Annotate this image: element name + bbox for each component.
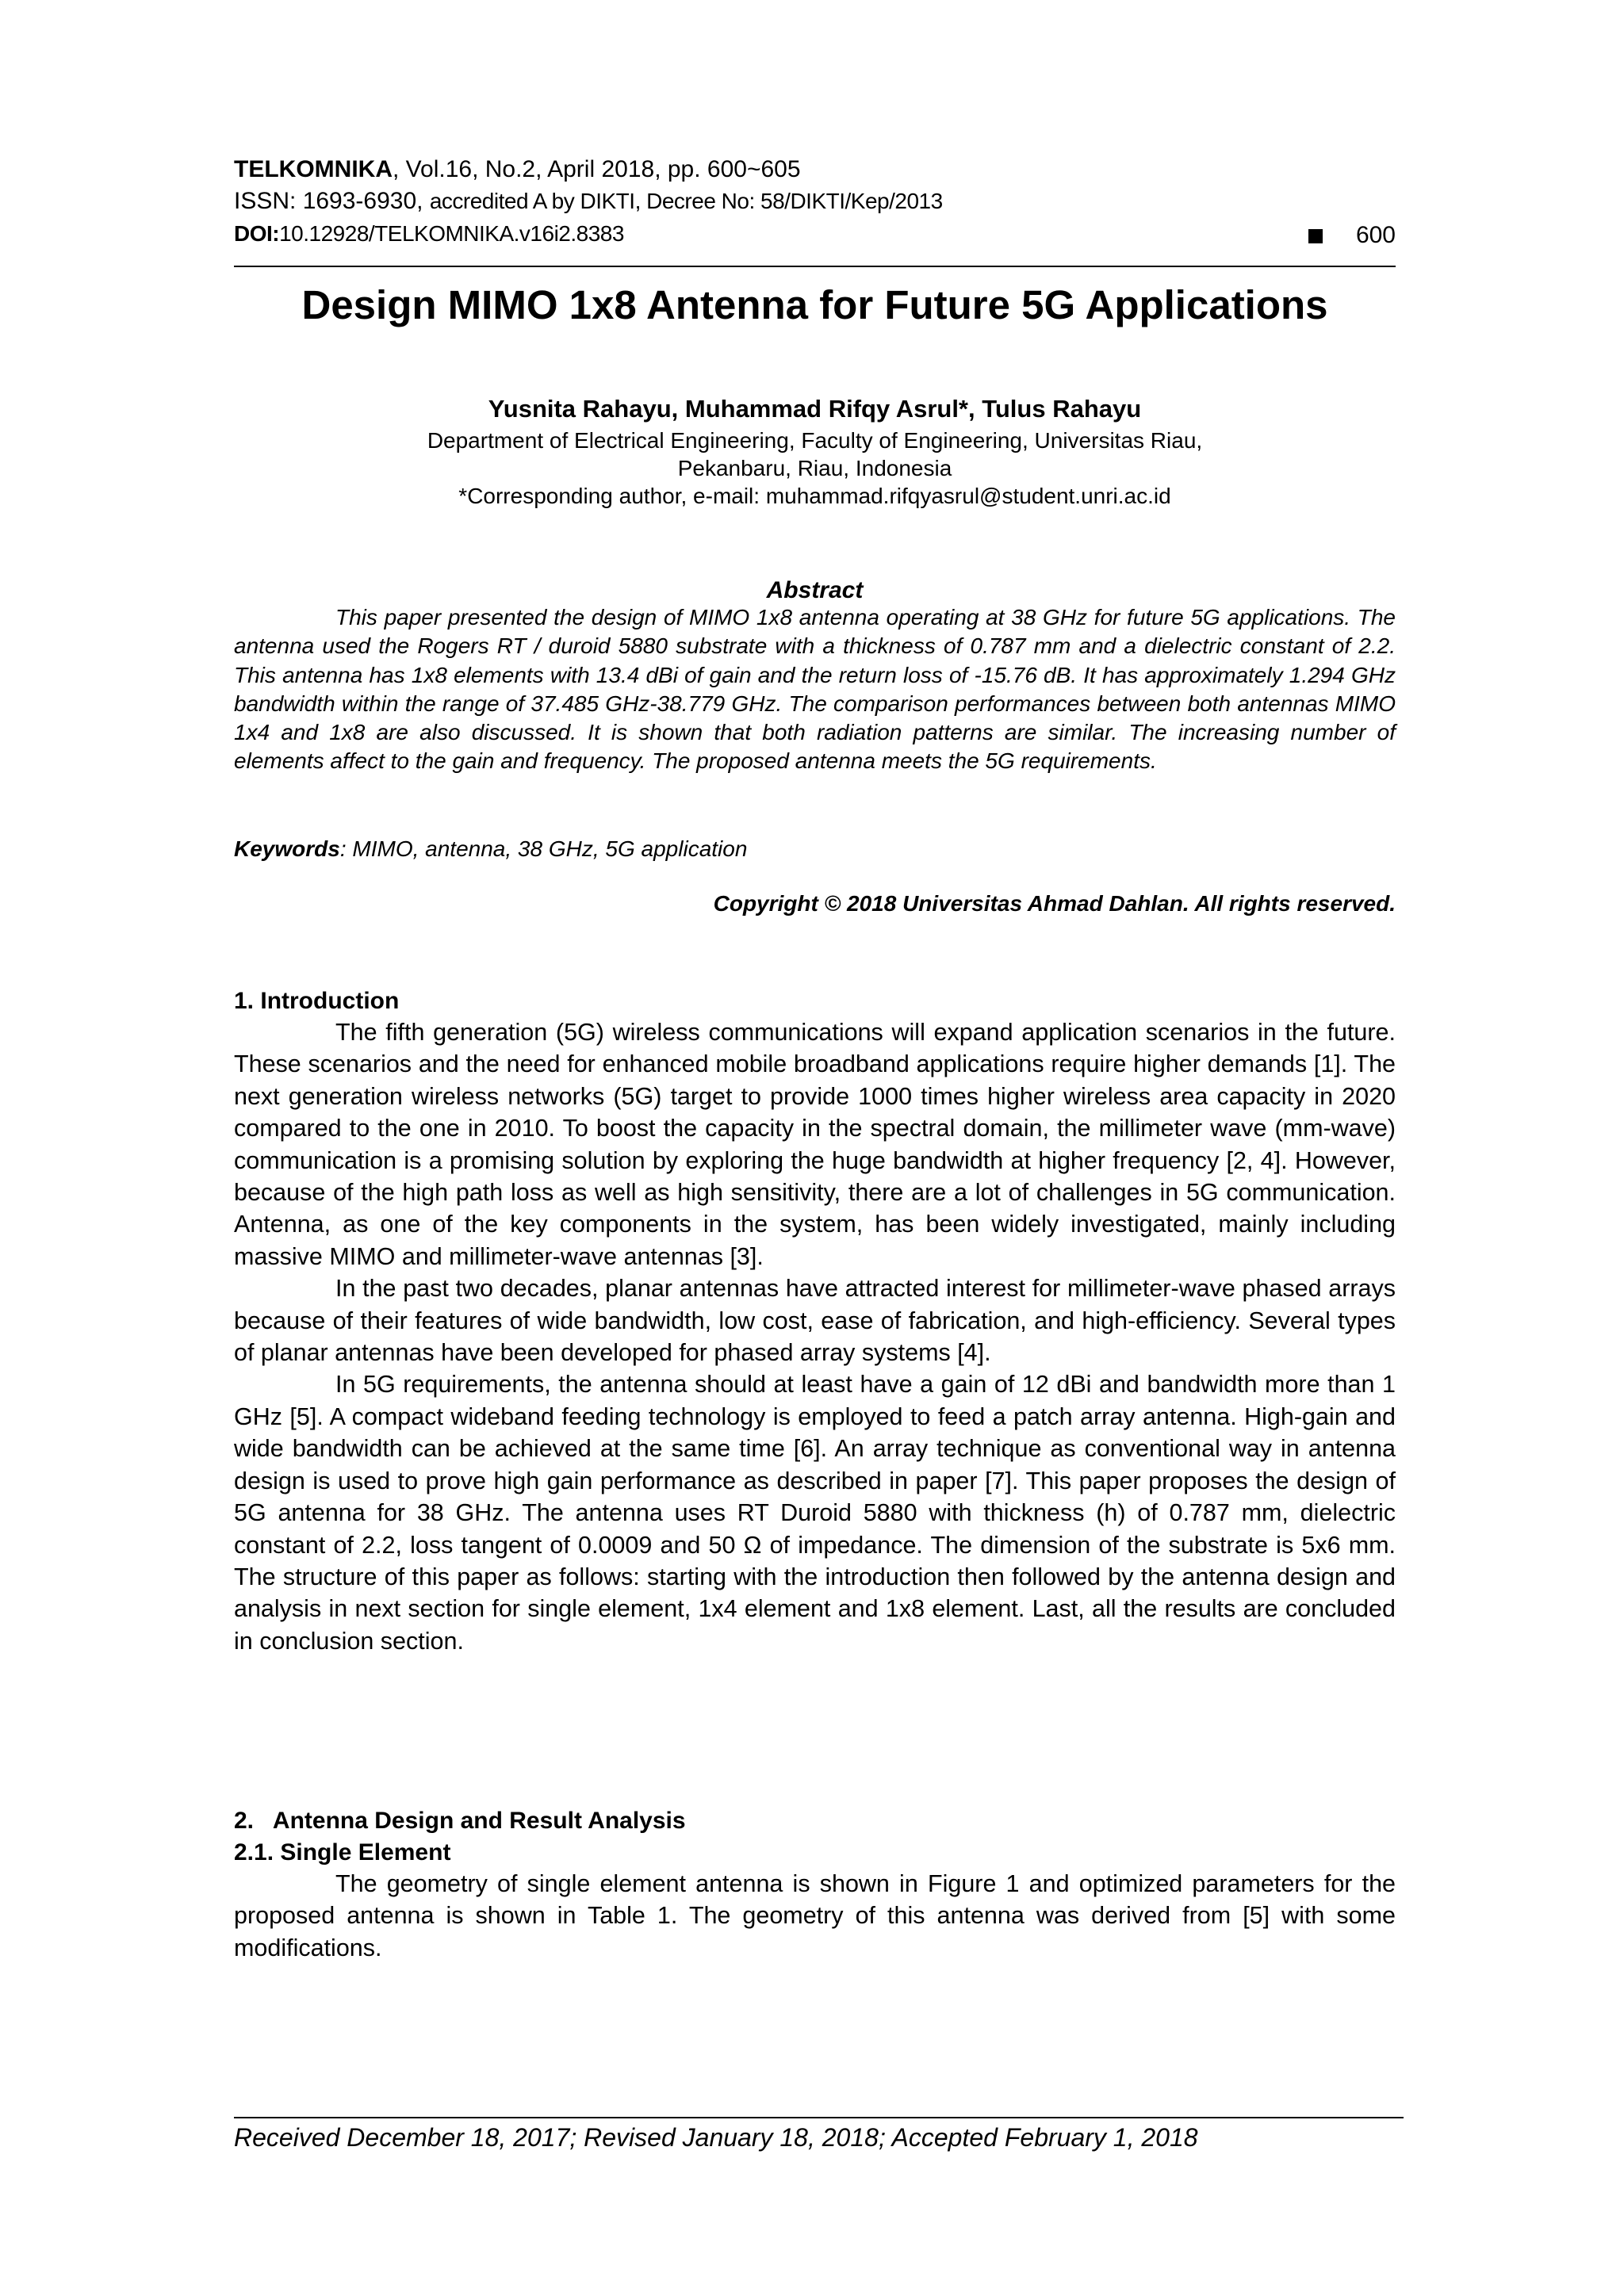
page-number-block [1308, 222, 1396, 249]
volume-info: , Vol.16, No.2, April 2018, pp. 600~605 [392, 156, 801, 182]
intro-paragraph-2: In the past two decades, planar antennas have attracted interest for millimeter-wave phased arrays because of their features of wide bandwidth, low cost, ease of fabrication, and high-efficiency. Several types of planar antennas have been developed for phased array systems [4]. [234, 1275, 1396, 1367]
keywords-text: : MIMO, antenna, 38 GHz, 5G application [339, 836, 748, 861]
copyright: Copyright © 2018 Universitas Ahmad Dahlan. All rights reserved. [713, 891, 1396, 916]
received-dates: Received December 18, 2017; Revised January 18, 2018; Accepted February 1, 2018 [234, 2123, 1198, 2152]
corresponding-author: *Corresponding author, e-mail: muhammad.rifqyasrul@student.unri.ac.id [458, 484, 1171, 508]
keywords-label: Keywords [234, 836, 340, 861]
section-2-1-heading: 2.1. Single Element [234, 1839, 451, 1866]
section-1-body [234, 1016, 1396, 1657]
square-bullet-icon [1308, 229, 1323, 243]
affiliation-line-1: Department of Electrical Engineering, Faculty of Engineering, Universitas Riau, [427, 428, 1203, 453]
header-rule [234, 266, 1396, 267]
paper-title: Design MIMO 1x8 Antenna for Future 5G Applications [301, 282, 1328, 327]
intro-paragraph-1: The fifth generation (5G) wireless communications will expand application scenarios in the future. These scenarios and the need for enhanced mobile broadband applications require higher demands [1]. The next generation wireless networks (5G) target to provide 1000 times higher wireless area capacity in 2020 compared to the one in 2010. To boost the capacity in the spectral domain, the millimeter wave (mm-wave) communication is a promising solution by exploring the huge bandwidth at higher frequency [2, 4]. However, because of the high path loss as well as high sensitivity, there are a lot of challenges in 5G communication. Antenna, as one of the key components in the system, has been widely investigated, mainly including massive MIMO and millimeter-wave antennas [3]. [234, 1019, 1396, 1270]
keywords [234, 835, 747, 863]
section-2-1-body [234, 1868, 1396, 1964]
abstract [234, 603, 1396, 776]
affiliation [234, 427, 1396, 510]
page-number: 600 [1355, 222, 1396, 248]
issn: ISSN: 1693-6930, [234, 188, 430, 214]
intro-paragraph-3: In 5G requirements, the antenna should at least have a gain of 12 dBi and bandwidth more than 1 GHz [5]. A compact wideband feeding technology is employed to feed a patch array antenna. High-gain and wide bandwidth can be achieved at the same time [6]. An array technique as conventional way in antenna design is used to prove high gain performance as described in paper [7]. This paper proposes the design of 5G antenna for 38 GHz. The antenna uses RT Duroid 5880 with thickness (h) of 0.787 mm, dielectric constant of 2.2, loss tangent of 0.0009 and 50 Ω of impedance. The dimension of the substrate is 5x6 mm. The structure of this paper as follows: starting with the introduction then followed by the antenna design and analysis in next section for single element, 1x4 element and 1x8 element. Last, all the results are concluded in conclusion section. [234, 1371, 1396, 1655]
single-element-paragraph: The geometry of single element antenna is shown in Figure 1 and optimized parameters for the proposed antenna is shown in Table 1. The geometry of this antenna was derived from [5] with some modifications. [234, 1870, 1396, 1961]
authors: Yusnita Rahayu, Muhammad Rifqy Asrul*, Tulus Rahayu [488, 395, 1142, 423]
affiliation-line-2: Pekanbaru, Riau, Indonesia [677, 456, 952, 480]
doi-line [234, 220, 624, 247]
journal-line [234, 156, 801, 183]
section-2-heading: 2. Antenna Design and Result Analysis [234, 1808, 686, 1834]
doi-value: 10.12928/TELKOMNIKA.v16i2.8383 [279, 221, 624, 246]
abstract-title: Abstract [766, 577, 864, 603]
accreditation: accredited A by DIKTI, Decree No: 58/DIKTI/Kep/2013 [429, 189, 943, 213]
doi-label: DOI: [234, 221, 280, 246]
footer-rule [234, 2117, 1404, 2118]
section-1-heading: 1. Introduction [234, 988, 400, 1014]
journal-name: TELKOMNIKA [234, 156, 393, 182]
abstract-text: This paper presented the design of MIMO 1x8 antenna operating at 38 GHz for future 5G applications. The antenna used the Rogers RT / duroid 5880 substrate with a thickness of 0.787 mm and a dielectric constant of 2.2. This antenna has 1x8 elements with 13.4 dBi of gain and the return loss of -15.76 dB. It has approximately 1.294 GHz bandwidth within the range of 37.485 GHz-38.779 GHz. The comparison performances between both antennas MIMO 1x4 and 1x8 are also discussed. It is shown that both radiation patterns are similar. The increasing number of elements affect to the gain and frequency. The proposed antenna meets the 5G requirements. [234, 605, 1396, 774]
issn-line [234, 188, 943, 215]
